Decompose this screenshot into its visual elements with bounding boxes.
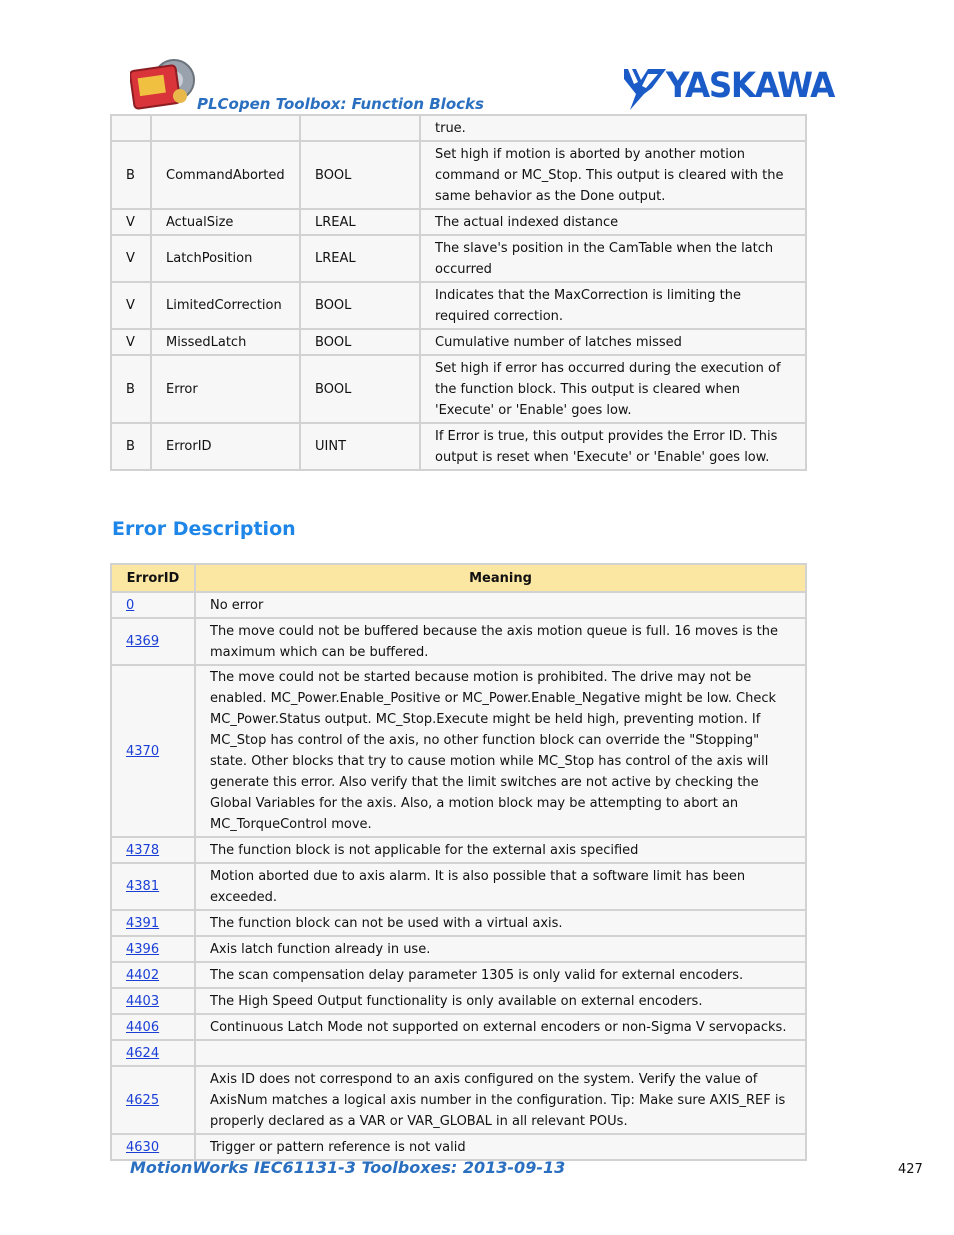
error-id-cell: [111, 1066, 195, 1134]
error-row: [111, 1014, 806, 1040]
param-type-cell: B: [111, 423, 151, 470]
error-id-link[interactable]: 4370: [126, 743, 160, 759]
error-id-cell: [111, 665, 195, 837]
parameter-row: [111, 423, 806, 470]
param-description-cell: The actual indexed distance: [420, 209, 806, 235]
error-row: [111, 592, 806, 618]
error-row: [111, 665, 806, 837]
yaskawa-logo: [622, 66, 834, 116]
error-meaning-cell: The function block can not be used with a virtual axis.: [195, 910, 806, 936]
param-type-cell: V: [111, 235, 151, 282]
param-type-cell: V: [111, 209, 151, 235]
param-name-cell: ErrorID: [151, 423, 300, 470]
param-datatype-cell: LREAL: [300, 235, 420, 282]
error-id-link[interactable]: 4630: [126, 1139, 160, 1155]
param-description-cell: The slave's position in the CamTable when the latch occurred: [420, 235, 806, 282]
error-meaning-cell: The scan compensation delay parameter 1305 is only valid for external encoders.: [195, 962, 806, 988]
error-table: [110, 563, 807, 1161]
param-description-cell: Set high if error has occurred during the execution of the function block. This output is cleared when 'Execute' or 'Enable' goes low.: [420, 355, 806, 423]
error-meaning-cell: The move could not be started because motion is prohibited. The drive may not be enabled. MC_Power.Enable_Positive or MC_Power.Enable_Negative might be low. Check MC_Power.Status output. MC_Stop.Execute might be held high, preventing motion. If MC_Stop has control of the axis, no other function block can override the "Stopping" state. Other blocks that try to cause motion while MC_Stop has control of the axis will generate this error. Also verify that the limit switches are not active by checking the Global Variables for the axis. Also, a motion block may be attempting to abort an MC_TorqueControl move.: [195, 665, 806, 837]
meaning-column-header: Meaning: [195, 564, 806, 592]
param-type-cell: V: [111, 329, 151, 355]
error-row: [111, 1040, 806, 1066]
parameter-table: [110, 114, 807, 471]
parameter-row: [111, 329, 806, 355]
param-description-cell: Indicates that the MaxCorrection is limiting the required correction.: [420, 282, 806, 329]
errorid-column-header: ErrorID: [111, 564, 195, 592]
param-type-cell: B: [111, 141, 151, 209]
error-id-link[interactable]: 4396: [126, 941, 160, 957]
param-description-cell: true.: [420, 115, 806, 141]
error-id-link[interactable]: 4402: [126, 967, 160, 983]
error-id-link[interactable]: 4406: [126, 1019, 160, 1035]
param-description-cell: If Error is true, this output provides the Error ID. This output is reset when 'Execute' or 'Enable' goes low.: [420, 423, 806, 470]
param-name-cell: MissedLatch: [151, 329, 300, 355]
parameter-row: [111, 355, 806, 423]
error-row: [111, 936, 806, 962]
error-id-cell: [111, 1134, 195, 1160]
error-id-cell: [111, 618, 195, 665]
error-meaning-cell: Axis latch function already in use.: [195, 936, 806, 962]
error-table-header: [111, 564, 806, 592]
error-row: [111, 988, 806, 1014]
error-id-cell: [111, 837, 195, 863]
error-id-link[interactable]: 4381: [126, 879, 160, 894]
error-id-cell: [111, 936, 195, 962]
error-meaning-cell: No error: [195, 592, 806, 618]
error-id-link[interactable]: 4625: [126, 1092, 160, 1108]
error-row: [111, 910, 806, 936]
param-name-cell: ActualSize: [151, 209, 300, 235]
error-id-cell: [111, 1040, 195, 1066]
parameter-row: [111, 282, 806, 329]
param-datatype-cell: BOOL: [300, 355, 420, 423]
error-meaning-cell: Trigger or pattern reference is not valid: [195, 1134, 806, 1160]
error-row: [111, 1134, 806, 1160]
error-meaning-cell: [195, 1040, 806, 1066]
yaskawa-wordmark: YASKAWA: [666, 66, 834, 106]
parameter-row: [111, 141, 806, 209]
parameter-row: [111, 115, 806, 141]
error-id-link[interactable]: 4391: [126, 915, 160, 931]
parameter-row: [111, 235, 806, 282]
error-meaning-cell: The move could not be buffered because the axis motion queue is full. 16 moves is the maximum which can be buffered.: [195, 618, 806, 665]
param-type-cell: V: [111, 282, 151, 329]
error-id-link[interactable]: 4624: [126, 1045, 160, 1061]
error-id-cell: [111, 863, 195, 910]
error-row: [111, 618, 806, 665]
error-id-link[interactable]: 4403: [126, 993, 160, 1009]
error-row: [111, 837, 806, 863]
page-number: 427: [898, 1162, 923, 1177]
param-datatype-cell: BOOL: [300, 329, 420, 355]
error-row: [111, 962, 806, 988]
parameter-row: [111, 209, 806, 235]
error-id-cell: [111, 592, 195, 618]
plcopen-toolbox-logo: [130, 56, 200, 112]
error-description-heading: Error Description: [112, 518, 296, 540]
yaskawa-emblem-icon: [622, 66, 668, 112]
error-id-link[interactable]: 0: [126, 597, 135, 613]
param-type-cell: [111, 115, 151, 141]
error-meaning-cell: The function block is not applicable for the external axis specified: [195, 837, 806, 863]
param-name-cell: LimitedCorrection: [151, 282, 300, 329]
error-id-link[interactable]: 4369: [126, 634, 160, 649]
error-id-cell: [111, 962, 195, 988]
error-meaning-cell: The High Speed Output functionality is only available on external encoders.: [195, 988, 806, 1014]
param-datatype-cell: UINT: [300, 423, 420, 470]
param-type-cell: B: [111, 355, 151, 423]
param-name-cell: CommandAborted: [151, 141, 300, 209]
param-name-cell: LatchPosition: [151, 235, 300, 282]
error-row: [111, 1066, 806, 1134]
error-id-link[interactable]: 4378: [126, 842, 160, 858]
param-datatype-cell: LREAL: [300, 209, 420, 235]
error-row: [111, 863, 806, 910]
header-title: PLCopen Toolbox: Function Blocks: [197, 95, 484, 113]
param-name-cell: [151, 115, 300, 141]
param-datatype-cell: BOOL: [300, 141, 420, 209]
error-id-cell: [111, 910, 195, 936]
param-description-cell: Set high if motion is aborted by another motion command or MC_Stop. This output is cleared with the same behavior as the Done output.: [420, 141, 806, 209]
error-meaning-cell: Continuous Latch Mode not supported on external encoders or non-Sigma V servopacks.: [195, 1014, 806, 1040]
param-datatype-cell: [300, 115, 420, 141]
param-name-cell: Error: [151, 355, 300, 423]
error-id-cell: [111, 988, 195, 1014]
param-datatype-cell: BOOL: [300, 282, 420, 329]
error-meaning-cell: Motion aborted due to axis alarm. It is also possible that a software limit has been exceeded.: [195, 863, 806, 910]
footer-title: MotionWorks IEC61131-3 Toolboxes: 2013-09-13: [130, 1158, 566, 1177]
error-id-cell: [111, 1014, 195, 1040]
param-description-cell: Cumulative number of latches missed: [420, 329, 806, 355]
error-meaning-cell: Axis ID does not correspond to an axis configured on the system. Verify the value of AxisNum matches a logical axis number in the configuration. Tip: Make sure AXIS_REF is properly declared as a VAR or VAR_GLOBAL in all relevant POUs.: [195, 1066, 806, 1134]
